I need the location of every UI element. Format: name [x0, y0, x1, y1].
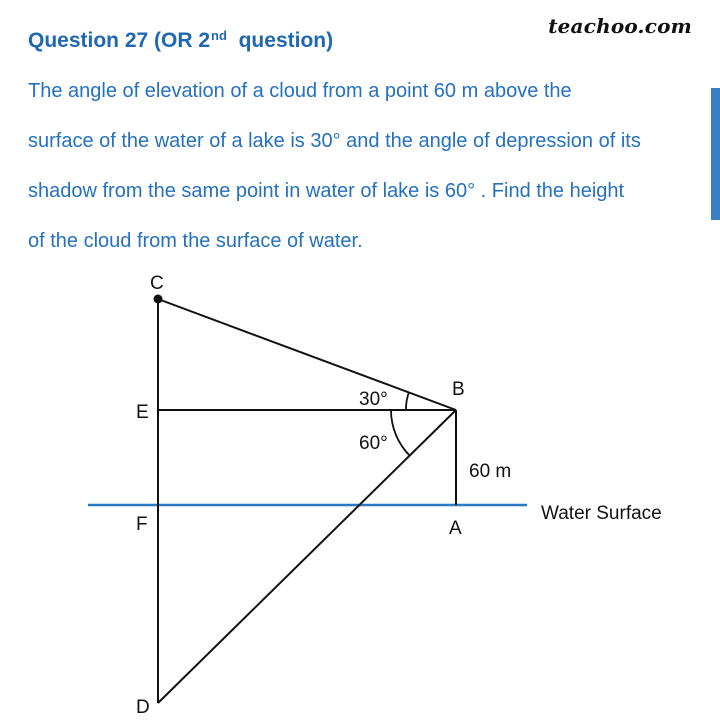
heading-superscript: nd [211, 28, 227, 43]
teachoo-logo: teachoo.com [548, 14, 692, 38]
point-c-dot [154, 295, 163, 304]
label-a: A [449, 518, 462, 539]
question-line: shadow from the same point in water of lake is 60° . Find the height [28, 180, 625, 202]
angle-arc-60 [391, 410, 410, 456]
angle-arc-30 [406, 392, 409, 410]
label-water-surface: Water Surface [541, 503, 662, 524]
label-d: D [136, 697, 150, 718]
question-line: of the cloud from the surface of water. [28, 230, 363, 252]
label-c: C [150, 273, 164, 294]
question-line: surface of the water of a lake is 30° and the angle of depression of its [28, 130, 641, 152]
heading-suffix: question) [238, 29, 334, 52]
line-bd [158, 410, 456, 703]
label-height-60m: 60 m [469, 461, 512, 482]
line-cb [158, 299, 456, 410]
question-line: The angle of elevation of a cloud from a point 60 m above the [28, 80, 572, 102]
label-angle-30: 30° [359, 389, 388, 410]
label-angle-60: 60° [359, 433, 388, 454]
label-e: E [136, 402, 149, 423]
label-b: B [452, 379, 465, 400]
label-f: F [136, 514, 148, 535]
heading-prefix: Question 27 (OR 2 [28, 29, 211, 52]
